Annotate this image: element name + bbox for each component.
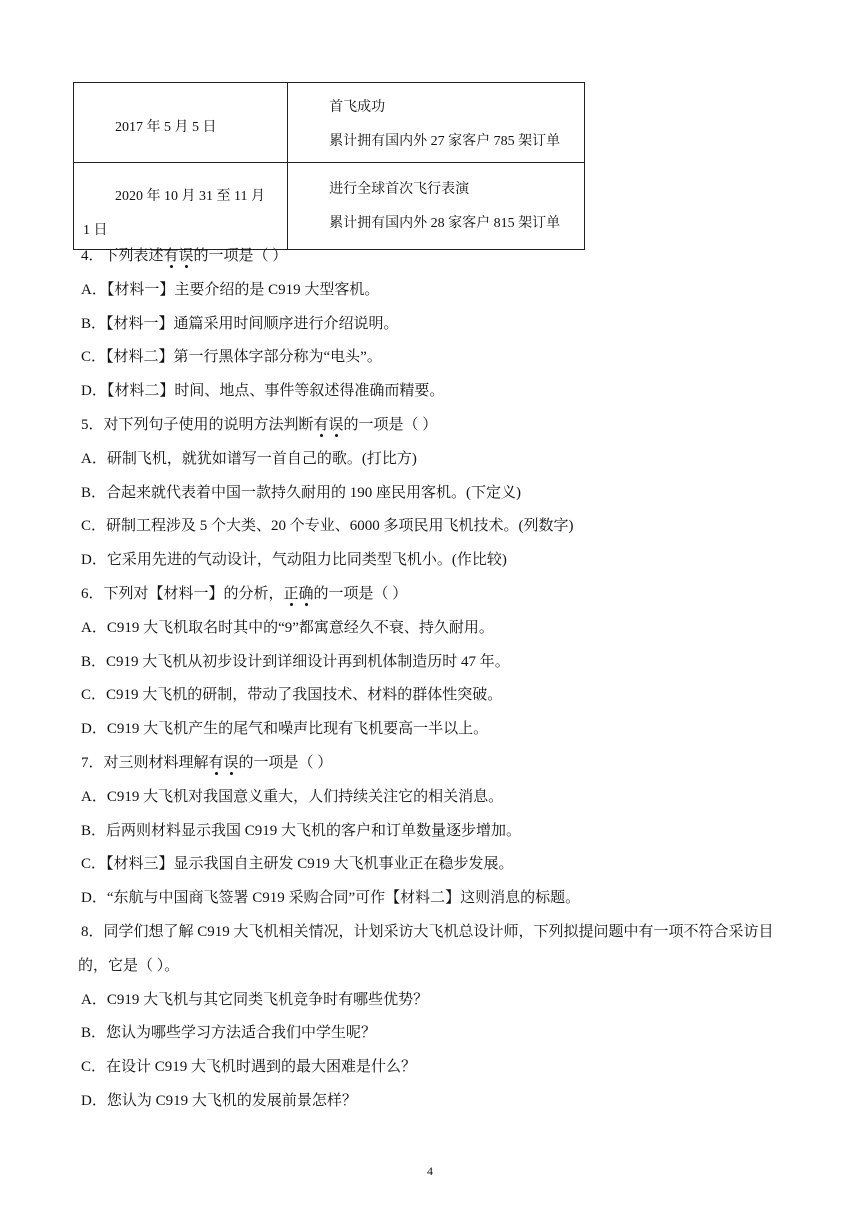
date-text: 2017 年 5 月 5 日 bbox=[115, 120, 217, 135]
emphasis-char: 有 bbox=[208, 754, 224, 771]
event-detail-text: 累计拥有国内外 28 家客户 815 架订单 bbox=[329, 216, 561, 231]
option-text: A．C919 大飞机取名时其中的“9”都寓意经久不衰、持久耐用。 bbox=[81, 619, 494, 636]
page-number: 4 bbox=[427, 1164, 433, 1178]
date-text bbox=[75, 164, 286, 248]
option-text: A．C919 大飞机对我国意义重大，人们持续关注它的相关消息。 bbox=[81, 788, 504, 805]
stem-text: 的一项是（ ） bbox=[313, 585, 408, 602]
option-text: B．C919 大飞机从初步设计到详细设计再到机体制造历时 47 年。 bbox=[81, 653, 510, 670]
option-text: A．C919 大飞机与其它同类飞机竞争时有哪些优势？ bbox=[81, 991, 429, 1008]
option-text: A．研制飞机，就犹如谱写一首自己的歌。(打比方) bbox=[81, 450, 417, 467]
option-text: C．C919 大飞机的研制，带动了我国技术、材料的群体性突破。 bbox=[81, 687, 503, 704]
option-text: B．后两则材料显示我国 C919 大飞机的客户和订单数量逐步增加。 bbox=[81, 822, 522, 839]
option-text: D．“东航与中国商飞签署 C919 采购合同”可作【材料二】这则消息的标题。 bbox=[81, 890, 581, 907]
event-text: 进行全球首次飞行表演 bbox=[329, 182, 470, 197]
option-text: B．合起来就代表着中国一款持久耐用的 190 座民用客机。(下定义) bbox=[81, 484, 521, 501]
option-text: D．C919 大飞机产生的尾气和噪声比现有飞机要高一半以上。 bbox=[81, 721, 489, 738]
emphasis-char: 误 bbox=[178, 248, 194, 264]
table-cell-date bbox=[74, 83, 288, 163]
question-stem bbox=[81, 414, 781, 448]
emphasis-char: 确 bbox=[298, 585, 314, 602]
stem-text: 的一项是（ ） bbox=[238, 754, 333, 771]
table-cell-date bbox=[74, 163, 288, 250]
table-cell-event bbox=[288, 83, 585, 163]
stem-text: 5．对下列句子使用的说明方法判断 bbox=[81, 416, 314, 433]
stem-text: 4．下列表述 bbox=[81, 248, 164, 264]
table-row bbox=[74, 163, 585, 250]
option-text: B．您认为哪些学习方法适合我们中学生呢？ bbox=[81, 1025, 377, 1042]
date-line-1: 2020 年 10 月 31 至 11 月 bbox=[115, 189, 265, 204]
stem-text: 的一项是（ ） bbox=[343, 416, 438, 433]
option-text: D．您认为 C919 大飞机的发展前景怎样？ bbox=[81, 1092, 357, 1109]
timeline-table bbox=[73, 82, 585, 250]
emphasis-char: 正 bbox=[283, 585, 299, 602]
question-list bbox=[78, 245, 781, 1124]
option-text: C．研制工程涉及 5 个大类、20 个专业、6000 多项民用飞机技术。(列数字) bbox=[81, 518, 574, 535]
question-stem bbox=[81, 245, 781, 279]
event-text: 首飞成功 bbox=[329, 100, 386, 115]
question-stem bbox=[81, 583, 781, 617]
option-text: C．【材料三】显示我国自主研发 C919 大飞机事业正在稳步发展。 bbox=[81, 856, 514, 873]
option-text: C．在设计 C919 大飞机时遇到的最大困难是什么？ bbox=[81, 1059, 417, 1076]
event-detail-text: 累计拥有国内外 27 家客户 785 架订单 bbox=[329, 134, 561, 149]
stem-text: 的一项是（ ） bbox=[193, 248, 288, 264]
option-text: B．【材料一】通篇采用时间顺序进行介绍说明。 bbox=[81, 315, 399, 332]
date-line-2: 1 日 bbox=[83, 223, 108, 238]
question-stem-continued: 的，它是（ ）。 bbox=[78, 957, 180, 974]
option-text: A．【材料一】主要介绍的是 C919 大型客机。 bbox=[81, 281, 380, 298]
table-cell-event bbox=[288, 163, 585, 250]
question-stem bbox=[81, 752, 781, 786]
emphasis-char: 误 bbox=[328, 416, 344, 433]
question-stem: 8．同学们想了解 C919 大飞机相关情况，计划采访大飞机总设计师，下列拟提问题中有一项不符合采访目 bbox=[81, 923, 774, 940]
emphasis-char: 有 bbox=[313, 416, 329, 433]
option-text: C．【材料二】第一行黑体字部分称为“电头”。 bbox=[81, 349, 382, 366]
stem-text: 6．下列对【材料一】的分析， bbox=[81, 585, 284, 602]
emphasis-char: 有 bbox=[163, 248, 179, 264]
emphasis-char: 误 bbox=[223, 754, 239, 771]
stem-text: 7．对三则材料理解 bbox=[81, 754, 209, 771]
table-row bbox=[74, 83, 585, 163]
option-text: D．【材料二】时间、地点、事件等叙述得准确而精要。 bbox=[81, 383, 445, 400]
option-text: D．它采用先进的气动设计，气动阻力比同类型飞机小。(作比较) bbox=[81, 552, 507, 569]
